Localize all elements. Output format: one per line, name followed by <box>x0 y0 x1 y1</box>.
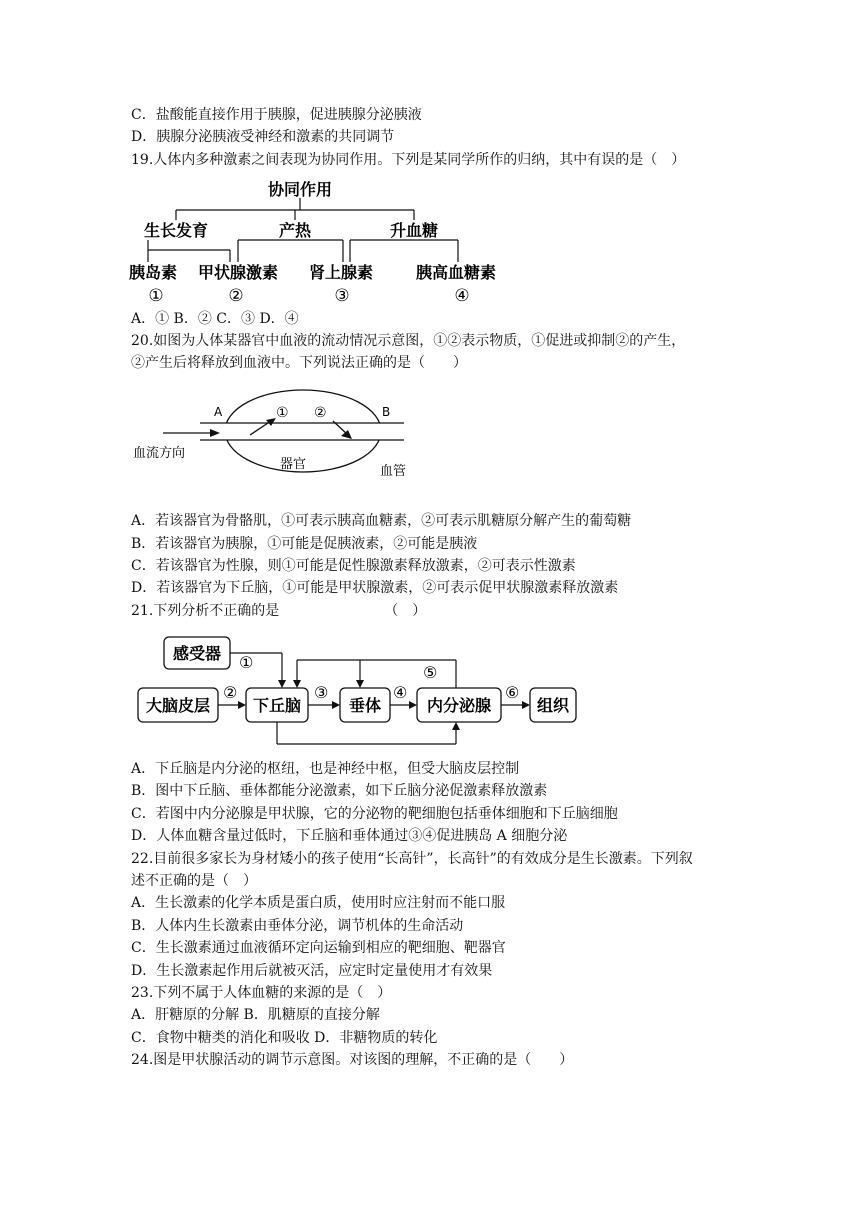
fig21-hypothalamus: 下丘脑 <box>252 696 302 715</box>
q23-stem: 23.下列不属于人体血糖的来源的是（ ） <box>131 985 392 1001</box>
q18-option-c: C．盐酸能直接作用于胰腺，促进胰腺分泌胰液 <box>131 107 422 123</box>
q22-stem-1: 22.目前很多家长为身材矮小的孩子使用“长高针”，长高针”的有效成分是生长激素。下列叙 <box>131 851 693 867</box>
fig21-pituitary: 垂体 <box>348 696 382 715</box>
figure-20-organ-blood-flow <box>128 388 428 488</box>
fig21-receptor: 感受器 <box>172 644 222 663</box>
fig20-mark-2: ② <box>314 405 327 421</box>
fig19-root: 协同作用 <box>267 180 333 199</box>
q21-option-b: B．图中下丘脑、垂体都能分泌激素，如下丘脑分泌促激素释放激素 <box>131 783 548 799</box>
figure-19-hormone-tree <box>128 178 508 308</box>
fig19-group-glucose: 升血糖 <box>389 221 439 240</box>
q20-option-c: C．若该器官为性腺，则①可能是促性腺激素释放激素，②可表示性激素 <box>131 558 576 574</box>
fig19-leaf-1: 胰岛素 <box>128 263 178 282</box>
fig20-mark-1: ① <box>276 405 289 421</box>
q23-options-ab: A．肝糖原的分解 B．肌糖原的直接分解 <box>131 1007 380 1023</box>
fig19-leaf-2: 甲状腺激素 <box>197 263 279 282</box>
fig21-mark-4: ④ <box>393 683 408 702</box>
q20-option-b: B．若该器官为胰腺，①可能是促胰液素，②可能是胰液 <box>131 536 478 552</box>
q22-option-a: A．生长激素的化学本质是蛋白质，使用时应注射而不能口服 <box>131 895 506 911</box>
fig21-mark-2: ② <box>223 683 238 702</box>
fig20-flow-label: 血流方向 <box>133 446 186 461</box>
q22-option-b: B．人体内生长激素由垂体分泌，调节机体的生命活动 <box>131 918 464 934</box>
figure-21-neuroendocrine-flow <box>132 634 582 750</box>
q19-options: A．① B．② C．③ D．④ <box>131 311 299 327</box>
q22-stem-2: 述不正确的是（ ） <box>131 873 257 889</box>
fig19-leaf-4: 胰高血糖素 <box>415 263 497 282</box>
fig19-mark-4: ④ <box>454 286 470 306</box>
fig19-group-heat: 产热 <box>278 221 312 240</box>
q21-stem: 21.下列分析不正确的是 （ ） <box>131 603 427 619</box>
q23-options-cd: C．食物中糖类的消化和吸收 D．非糖物质的转化 <box>131 1030 438 1046</box>
fig19-group-growth: 生长发育 <box>143 221 209 240</box>
fig20-label-b: B <box>382 405 391 419</box>
q22-option-c: C．生长激素通过血液循环定向运输到相应的靶细胞、靶器官 <box>131 940 506 956</box>
q20-option-a: A．若该器官为骨骼肌，①可表示胰高血糖素，②可表示肌糖原分解产生的葡萄糖 <box>131 513 632 529</box>
q24-stem: 24.图是甲状腺活动的调节示意图。对该图的理解，不正确的是（ ） <box>131 1052 574 1068</box>
fig19-mark-1: ① <box>148 286 164 306</box>
fig21-mark-5: ⑤ <box>423 663 438 682</box>
fig20-organ-label: 器官 <box>279 457 307 472</box>
fig21-mark-6: ⑥ <box>505 683 520 702</box>
fig20-vessel-label: 血管 <box>380 464 407 479</box>
q20-stem-1: 20.如图为人体某器官中血液的流动情况示意图，①②表示物质，①促进或抑制②的产生， <box>131 333 686 349</box>
q21-option-c: C．若图中内分泌腺是甲状腺，它的分泌物的靶细胞包括垂体细胞和下丘脑细胞 <box>131 806 618 822</box>
fig21-mark-1: ① <box>239 653 254 672</box>
q21-option-d: D．人体血糖含量过低时，下丘脑和垂体通过③④促进胰岛 A 细胞分泌 <box>131 828 568 844</box>
fig21-mark-3: ③ <box>314 683 329 702</box>
fig21-tissue: 组织 <box>536 696 570 715</box>
q19-stem: 19.人体内多种激素之间表现为协同作用。下列是某同学所作的归纳，其中有误的是（ ） <box>131 152 686 168</box>
q22-option-d: D．生长激素起作用后就被灭活，应定时定量使用才有效果 <box>131 963 493 979</box>
fig19-mark-2: ② <box>228 286 244 306</box>
fig21-gland: 内分泌腺 <box>426 696 492 715</box>
q18-option-d: D．胰腺分泌胰液受神经和激素的共同调节 <box>131 129 395 145</box>
q20-stem-2: ②产生后将释放到血液中。下列说法正确的是（ ） <box>131 355 467 371</box>
q20-option-d: D．若该器官为下丘脑，①可能是甲状腺激素，②可表示促甲状腺激素释放激素 <box>131 580 619 596</box>
fig19-mark-3: ③ <box>334 286 350 306</box>
fig20-label-a: A <box>214 405 223 419</box>
fig19-leaf-3: 肾上腺素 <box>308 263 374 282</box>
fig21-cortex: 大脑皮层 <box>145 696 211 715</box>
q21-option-a: A．下丘脑是内分泌的枢纽，也是神经中枢，但受大脑皮层控制 <box>131 761 520 777</box>
